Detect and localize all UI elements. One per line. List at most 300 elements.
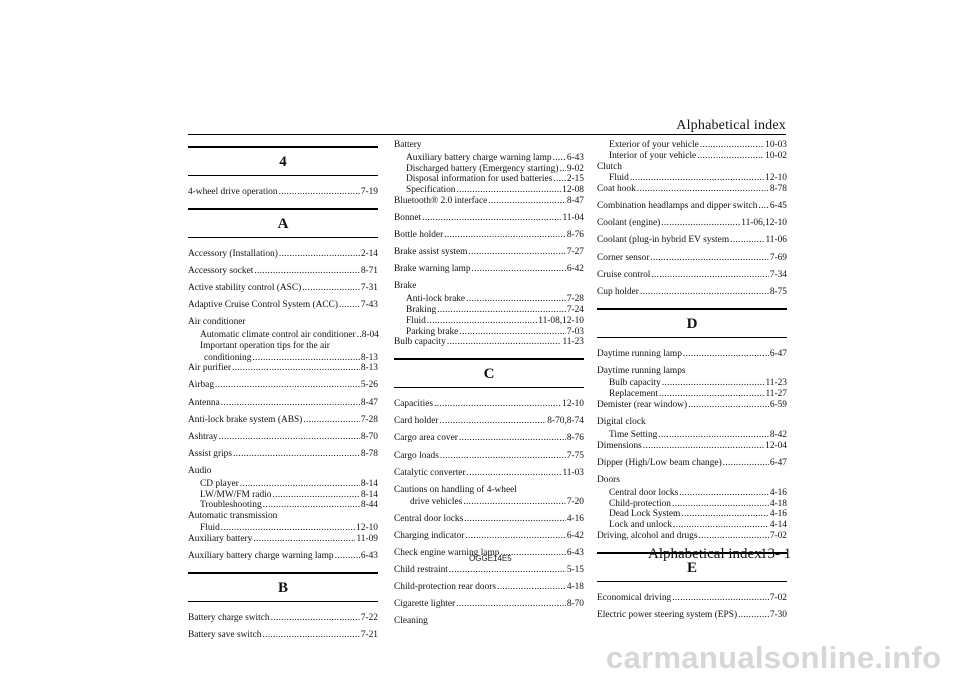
index-entry[interactable] [394,213,584,224]
entry-label: Corner sensor [597,252,650,263]
entry-label: Combination headlamps and dipper switch [597,201,758,212]
section-letter-heading: 4 [188,146,378,176]
entry-label: Bulb capacity [394,337,446,348]
index-entry[interactable] [597,201,787,212]
entry-page-ref: 11-06 [765,235,787,246]
entry-page-ref: 8-13 [360,363,378,374]
dot-leader [640,287,769,298]
dot-leader [279,187,360,198]
entry-label: Assist grips [188,448,233,459]
entry-page-ref: 6-47 [769,348,787,359]
entry-page-ref: 6-43 [566,152,584,163]
entry-label: Discharged battery (Emergency starting) [406,163,559,174]
index-subentry[interactable] [394,305,584,316]
index-subentry[interactable] [188,490,378,501]
dot-leader [215,380,360,391]
index-entry[interactable] [597,270,787,281]
dot-leader [672,499,769,510]
entry-label: Dipper (High/Low beam change) [597,457,722,468]
dot-leader [559,164,565,175]
entry-page-ref: 8-70,8-74 [547,416,584,427]
entry-page-ref: 11-27 [765,389,787,400]
index-subentry[interactable] [597,430,787,441]
entry-page-ref: 8-04 [361,329,379,340]
entry-page-ref: 2-14 [360,248,378,259]
index-subentry[interactable] [394,153,584,164]
entry-label: 4-wheel drive operation [188,187,278,197]
index-subentry[interactable] [597,488,787,499]
dot-leader [464,514,566,525]
dot-leader [738,610,769,621]
entry-page-ref: 7-19 [360,187,378,197]
entry-page-ref: 7-21 [360,629,378,640]
entry-label: Cargo loads [394,450,439,461]
entry-page-ref: 8-78 [769,184,787,195]
page-header-title: Alphabetical index [676,118,786,133]
entry-label: Capacities [394,399,434,410]
entry-label: Specification [406,185,456,196]
entry-page-ref: 8-76 [566,433,584,444]
index-group-heading: Automatic transmission [188,511,278,522]
entry-label: Automatic climate control air conditioner [200,329,356,340]
index-entry[interactable] [188,187,378,198]
entry-page-ref: 7-31 [360,282,378,293]
dot-leader [463,497,565,508]
section-letter-heading: D [597,308,787,338]
dot-leader [637,184,769,195]
entry-page-ref: 11-03 [562,467,584,478]
index-entry[interactable] [394,433,584,444]
header-rule [188,134,786,135]
index-entry[interactable] [394,264,584,275]
entry-page-ref: 7-22 [360,612,378,623]
index-subentry[interactable] [394,174,584,185]
index-entry[interactable] [597,610,787,621]
index-entry[interactable] [188,415,378,426]
dot-leader [650,253,768,264]
dot-leader [662,378,765,389]
entry-label: Interior of your vehicle [609,150,697,161]
entry-page-ref: 7-34 [769,269,787,280]
index-subentry[interactable] [597,389,787,400]
dot-leader [459,433,566,444]
index-entry[interactable] [597,593,787,604]
entry-label: Cruise control [597,269,651,280]
dot-leader [468,247,565,258]
entry-page-ref: 5-15 [566,564,584,575]
index-entry[interactable] [188,613,378,624]
index-entry[interactable] [188,266,378,277]
index-entry[interactable] [188,300,378,311]
dot-leader [449,565,566,576]
entry-label: Dimensions [597,440,642,451]
entry-label: Disposal information for used batteries [406,174,553,185]
entry-page-ref: 11-08,12-10 [538,315,584,326]
index-entry[interactable] [188,249,378,260]
dot-leader [440,451,566,462]
dot-leader [459,327,565,338]
entry-page-ref: 12-10 [356,522,378,533]
watermark: carmanualsonline.info [606,640,942,675]
index-group-heading: Battery [394,140,422,150]
dot-leader [553,153,566,164]
index-entry[interactable] [394,247,584,258]
index-group-heading: Cautions on handling of 4-wheel [394,484,517,495]
entry-label: Cup holder [597,286,639,297]
dot-leader [723,458,769,469]
entry-page-ref: 7-28 [566,294,584,305]
entry-page-ref: 6-59 [769,400,787,411]
entry-label: Bonnet [394,213,422,224]
dot-leader [456,185,561,196]
entry-page-ref: 4-16 [769,509,787,520]
dot-leader [427,316,537,327]
entry-label: Brake warning lamp [394,264,471,275]
index-entry[interactable] [188,432,378,443]
index-group-heading: Audio [188,465,212,476]
entry-label: Battery charge switch [188,612,270,623]
entry-label: Check engine warning lamp [394,547,500,558]
entry-label: CD player [200,478,239,489]
entry-page-ref: 8-71 [360,265,378,276]
index-entry[interactable] [188,363,378,374]
entry-page-ref: 4-14 [769,520,787,531]
dot-leader [472,264,566,275]
entry-label: Bluetooth® 2.0 interface [394,195,488,206]
entry-page-ref: 8-47 [360,397,378,408]
dot-leader [658,430,768,441]
entry-label: conditioning [204,352,252,363]
dot-leader [253,534,355,545]
section-letter-heading: C [394,358,584,388]
entry-page-ref: 4-16 [769,487,787,498]
entry-label: Anti-lock brake [406,294,466,305]
entry-label: Active stability control (ASC) [188,282,302,293]
entry-page-ref: 7-24 [566,305,584,316]
dot-leader [335,551,360,562]
entry-label: Ashtray [188,431,218,442]
index-subentry[interactable] [188,330,378,341]
entry-page-ref: 7-03 [566,326,584,337]
dot-leader [643,441,764,452]
dot-leader [651,270,768,281]
entry-page-ref: 6-43 [566,547,584,558]
index-subentry[interactable] [394,294,584,305]
index-entry[interactable] [394,337,584,348]
entry-label: Braking [406,305,437,316]
entry-label: Cigarette lighter [394,599,456,610]
index-subentry[interactable] [597,140,787,151]
dot-leader [659,389,765,400]
entry-label: Card holder [394,416,439,427]
entry-page-ref: 11-23 [765,378,787,389]
entry-page-ref: 7-20 [566,496,584,507]
entry-label: Demister (rear window) [597,400,688,411]
entry-page-ref: 8-42 [769,429,787,440]
index-entry[interactable] [394,399,584,410]
dot-leader [730,235,764,246]
entry-page-ref: 10-02 [765,150,787,161]
entry-page-ref: 7-28 [360,414,378,425]
entry-page-ref: 6-42 [566,530,584,541]
dot-leader [700,140,764,151]
dot-leader [683,349,769,360]
index-subentry[interactable] [394,327,584,338]
entry-label: Cargo area cover [394,433,458,444]
entry-label: Troubleshooting [200,500,262,511]
entry-page-ref: 8-13 [360,352,378,363]
entry-page-ref: 4-18 [566,581,584,592]
footer-section-title: Alphabetical index [648,546,762,562]
section-letter-heading: B [188,572,378,602]
entry-page-ref: 6-43 [360,550,378,561]
index-group-heading: Daytime running lamps [597,365,686,376]
entry-label: Fluid [200,522,220,533]
entry-label: Accessory socket [188,265,254,276]
index-entry[interactable] [597,400,787,411]
entry-label: Air purifier [188,363,231,374]
entry-label: Parking brake [406,326,459,337]
index-subentry[interactable] [597,520,787,531]
entry-label: Child-protection [609,498,671,509]
index-entry[interactable] [394,565,584,576]
index-entry[interactable] [597,458,787,469]
entry-label: Economical driving [597,592,672,603]
dot-leader [232,363,360,374]
dot-leader [466,294,566,305]
index-entry[interactable] [188,380,378,391]
entry-label: Child-protection rear doors [394,581,497,592]
entry-page-ref: 7-69 [769,252,787,263]
dot-leader [758,201,768,212]
entry-label: Accessory (Installation) [188,248,278,259]
dot-leader [357,330,361,341]
index-subentry[interactable] [597,378,787,389]
index-entry[interactable] [188,398,378,409]
index-entry[interactable] [394,531,584,542]
dot-leader [271,613,360,624]
index-entry[interactable] [597,253,787,264]
index-subentry[interactable] [394,316,584,327]
entry-page-ref: 8-78 [360,448,378,459]
entry-label: Coat hook [597,184,636,195]
dot-leader [221,523,355,534]
index-group-heading: Air conditioner [188,317,246,328]
index-group-heading: Clutch [597,161,622,172]
entry-page-ref: 11-04 [562,213,584,224]
dot-leader [272,490,359,501]
dot-leader [219,432,360,443]
dot-leader [252,353,359,364]
entry-label: Airbag [188,380,215,391]
entry-label: Dead Lock System [609,509,681,520]
entry-label: Time Setting [609,429,658,440]
entry-page-ref: 6-42 [566,264,584,275]
page-number: 13- 1 [760,546,792,562]
entry-label: drive vehicles [410,496,463,507]
dot-leader [467,468,562,479]
entry-page-ref: 8-70 [566,599,584,610]
entry-page-ref: 11-06,12-10 [741,218,787,229]
dot-leader [263,500,360,511]
entry-label: Fluid [406,315,426,326]
entry-page-ref: 8-76 [566,230,584,241]
entry-label: Replacement [609,389,658,400]
index-subentry[interactable] [394,185,584,196]
index-subentry[interactable] [597,499,787,510]
index-entry[interactable] [597,184,787,195]
entry-label: Adaptive Cruise Control System (ACC) [188,300,338,311]
dot-leader [488,196,566,207]
entry-page-ref: 12-04 [765,440,787,451]
dot-leader [437,305,566,316]
entry-label: Anti-lock brake system (ABS) [188,414,303,425]
entry-page-ref: 8-44 [360,500,378,511]
index-group-heading: Cleaning [394,616,428,627]
dot-leader [440,416,547,427]
index-entry[interactable] [597,287,787,298]
dot-leader [262,630,359,641]
entry-label: Battery save switch [188,629,262,640]
dot-leader [697,151,764,162]
index-entry[interactable] [597,235,787,246]
dot-leader [672,593,769,604]
entry-page-ref: 10-03 [765,140,787,150]
dot-leader [221,398,360,409]
entry-label: Child restraint [394,564,448,575]
entry-page-ref: 8-70 [360,431,378,442]
entry-page-ref: 12-08 [562,185,584,196]
index-entry[interactable] [188,534,378,545]
entry-page-ref: 7-30 [769,609,787,620]
entry-label: Charging indicator [394,530,465,541]
entry-page-ref: 7-02 [769,592,787,603]
index-entry[interactable] [188,449,378,460]
index-entry[interactable] [394,599,584,610]
dot-leader [673,520,769,531]
entry-page-ref: 7-27 [566,247,584,258]
entry-page-ref: 8-14 [360,489,378,500]
dot-leader [465,531,565,542]
entry-page-ref: 8-47 [566,195,584,206]
dot-leader [699,531,769,542]
entry-page-ref: 12-10 [562,399,584,410]
dot-leader [302,283,360,294]
dot-leader [422,213,561,224]
index-subentry[interactable] [188,523,378,534]
entry-label: Driving, alcohol and drugs [597,530,698,541]
dot-leader [661,218,740,229]
dot-leader [553,174,565,185]
entry-label: Electric power steering system (EPS) [597,609,738,620]
index-subentry-text: Important operation tips for the air [200,340,330,351]
dot-leader [240,479,360,490]
dot-leader [456,599,566,610]
index-group-heading: Doors [597,474,620,485]
entry-page-ref: 4-18 [769,498,787,509]
dot-leader [279,249,360,260]
entry-page-ref: 2-15 [566,174,584,185]
dot-leader [233,449,360,460]
index-subentry[interactable] [597,173,787,184]
entry-page-ref: 7-43 [360,300,378,311]
entry-page-ref: 7-02 [769,530,787,541]
index-subentry[interactable] [597,151,787,162]
dot-leader [681,509,768,520]
entry-label: Exterior of your vehicle [609,140,699,150]
index-entry[interactable] [394,196,584,207]
index-entry[interactable] [394,468,584,479]
section-letter-heading: A [188,208,378,238]
entry-label: Bulb capacity [609,378,661,389]
index-entry[interactable] [597,349,787,360]
document-code: OGGE14E5 [469,554,512,563]
index-subentry[interactable] [188,353,378,364]
index-entry[interactable] [597,531,787,542]
index-entry[interactable] [597,218,787,229]
index-entry[interactable] [188,283,378,294]
entry-page-ref: 5-26 [360,380,378,391]
entry-label: Central door locks [609,487,679,498]
entry-page-ref: 11-09 [356,533,378,544]
index-subentry[interactable] [188,479,378,490]
index-entry[interactable] [188,630,378,641]
entry-label: LW/MW/FM radio [200,489,272,500]
dot-leader [303,415,360,426]
entry-label: Lock and unlock [609,520,673,531]
index-entry[interactable] [394,582,584,593]
index-entry[interactable] [188,551,378,562]
entry-label: Fluid [609,173,629,184]
dot-leader [339,300,360,311]
dot-leader [688,400,769,411]
index-group-heading: Digital clock [597,417,646,428]
entry-label: Auxiliary battery [188,533,253,544]
dot-leader [679,488,769,499]
entry-page-ref: 8-14 [360,478,378,489]
dot-leader [254,266,359,277]
entry-label: Auxiliary battery charge warning lamp [188,550,334,561]
index-subentry[interactable] [394,164,584,175]
index-subentry[interactable] [188,500,378,511]
index-subentry[interactable] [597,509,787,520]
entry-label: Auxiliary battery charge warning lamp [406,152,552,163]
dot-leader [434,399,561,410]
entry-label: Coolant (plug-in hybrid EV system [597,235,730,246]
index-entry[interactable] [394,514,584,525]
entry-label: Daytime running lamp [597,348,682,359]
index-entry[interactable] [394,230,584,241]
index-group-heading: Brake [394,281,417,292]
dot-leader [444,230,566,241]
entry-page-ref: 4-16 [566,513,584,524]
entry-page-ref: 9-02 [566,163,584,174]
section-letter-heading: E [597,552,787,582]
index-entry[interactable] [597,441,787,452]
dot-leader [497,582,566,593]
index-subentry[interactable] [394,497,584,508]
entry-page-ref: 11-23 [562,337,584,348]
entry-page-ref: 8-75 [769,286,787,297]
entry-label: Brake assist system [394,247,468,258]
index-entry[interactable] [394,451,584,462]
entry-label: Bottle holder [394,230,444,241]
entry-page-ref: 12-10 [765,173,787,184]
entry-page-ref: 7-75 [566,450,584,461]
dot-leader [447,337,562,348]
index-entry[interactable] [394,416,584,427]
entry-label: Catalytic converter [394,467,466,478]
